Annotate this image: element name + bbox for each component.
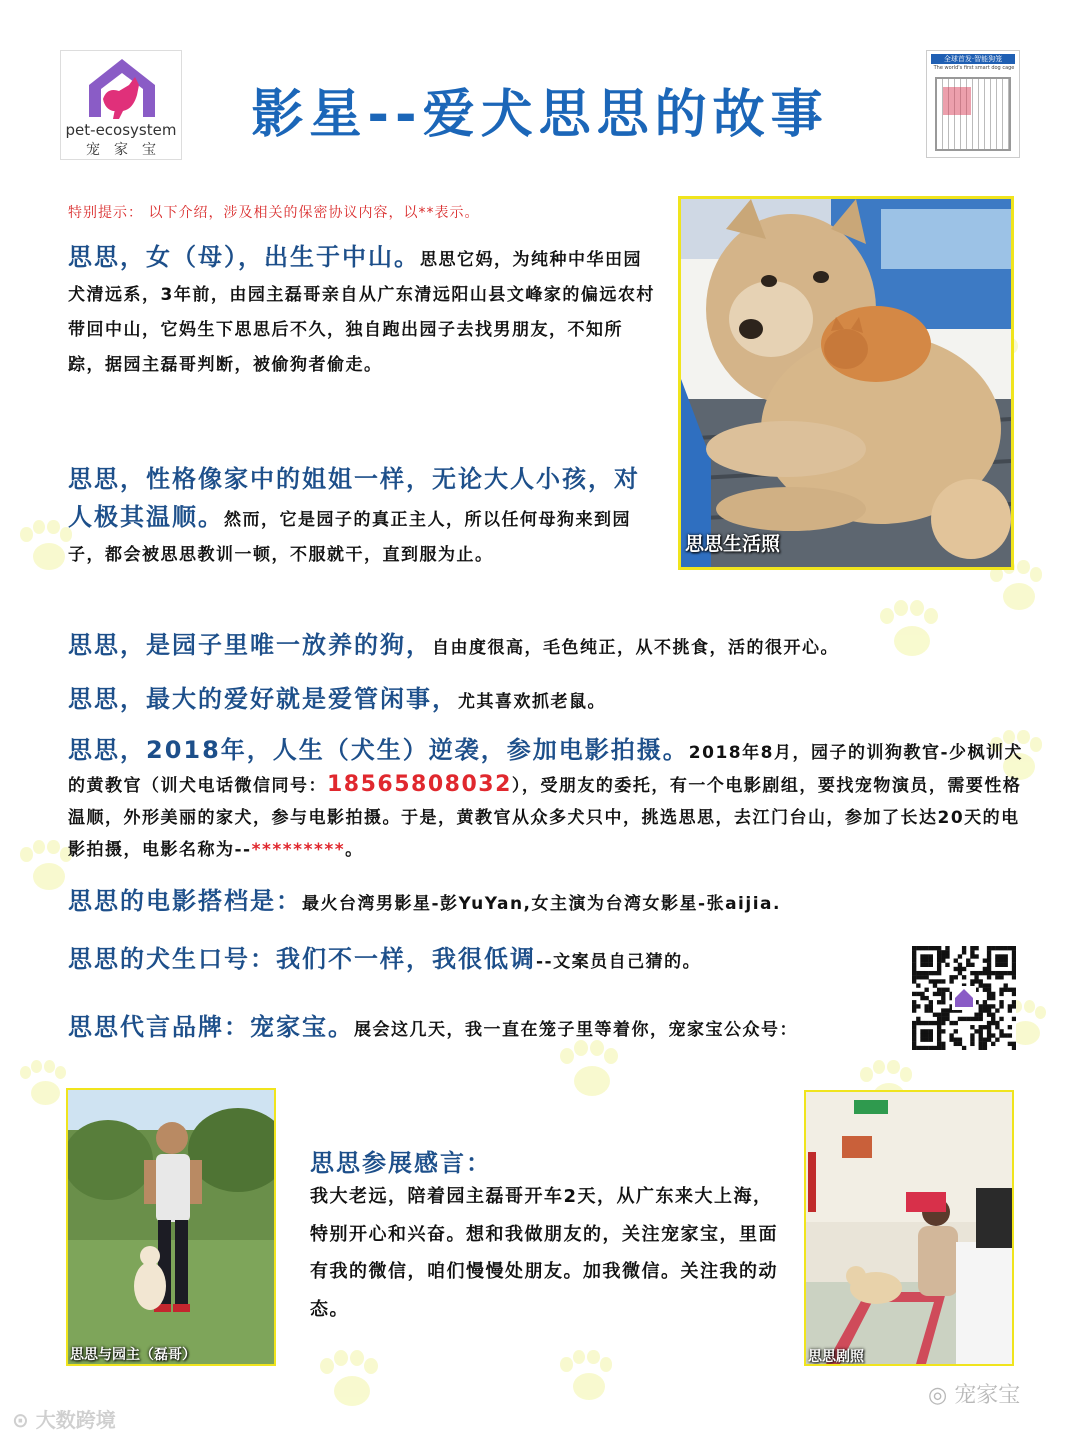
paragraph-lead: 思思，性格像家中的姐姐一样，无论大人小孩，对人极其温顺。 [68,465,640,531]
cage-ad-subtitle: The world's first smart dog cage [933,65,1015,71]
paragraph-body: 尤其喜欢抓老鼠。 [458,692,606,712]
paragraph-lead: 思思的犬生口号：我们不一样，我很低调 [68,945,536,973]
paragraph-lead: 思思，最大的爱好就是爱管闲事， [68,685,458,713]
paragraph-lead: 思思，2018年，人生（犬生）逆袭，参加电影拍摄。 [68,736,689,764]
paragraph-lead: 思思代言品牌：宠家宝。 [68,1013,354,1041]
photo-caption: 思思生活照 [685,533,781,555]
paragraph-body: 自由度很高，毛色纯正，从不挑食，活的很开心。 [432,638,839,658]
page-title: 影星--爱犬思思的故事 [251,85,829,145]
sisi-film-still-photo [804,1090,1014,1366]
pet-ecosystem-logo [60,50,182,160]
sisi-with-owner-photo [66,1088,276,1366]
watermark-left-text: 大数跨境 [35,1408,116,1432]
paragraph-hobby [68,682,1028,720]
paragraph-birth [68,240,658,383]
paragraph-body: 然而，它是园子的真正主人，所以任何母狗来到园子，都会被思思教训一顿，不服就干，直到服为止。 [68,510,631,565]
paragraph-film [68,734,1026,866]
watermark-right [928,1378,1020,1409]
photo-caption: 思思剧照 [808,1349,864,1365]
cage-ad-tagline: 全球首发·智能狗笼 [931,54,1015,64]
smart-dog-cage-ad [926,50,1020,158]
paragraph-body-continued: ），受朋友的委托，有一个电影剧组，要找宠物演员，需要性格温顺，外形美丽的家犬，参与电影拍摄。于是，黄教官从众多犬只中，挑选思思，去江门台山，参加了长达20天的电影拍摄，电影名称为-- [68,776,1022,860]
man-with-dog-image [68,1090,274,1364]
paragraph-body: 展会这几天，我一直在笼子里等着你，宠家宝公众号： [354,1020,798,1040]
dog-cage-image [935,77,1011,151]
confidentiality-notice: 特别提示： 以下介绍，涉及相关的保密协议内容，以**表示。 [68,205,480,221]
film-set-image [806,1092,1012,1364]
wechat-icon: ◎ [928,1383,955,1408]
paragraph-lead: 思思的电影搭档是： [68,887,302,915]
expo-speech-body: 我大老远，陪着园主磊哥开车2天，从广东来大上海，特别开心和兴奋。想和我做朋友的，关注宠家宝，里面有我的微信，咱们慢慢处朋友。加我微信。关注我的动态。 [310,1186,778,1320]
watermark-logo-icon: ⊙ [12,1408,36,1432]
photo-caption: 思思与园主（磊哥） [70,1347,196,1363]
dog-with-kitten-image [681,199,1011,567]
paragraph-free-range [68,628,1028,666]
wechat-qr-code[interactable] [912,946,1016,1050]
paragraph-body: 思思它妈，为纯种中华田园犬清远系，3年前，由园主磊哥亲自从广东清远阳山县文峰家的偏远农村带回中山，它妈生下思思后不久，独自跑出园子去找男朋友，不知所踪，据园主磊哥判断，被偷狗者偷走。 [68,250,655,375]
dog-house-logo-icon [83,55,161,121]
paragraph-body: 2018年8月，园子的训狗教官-少枫训犬的黄教官（训犬电话微信同号： [68,743,1023,796]
logo-english-text: pet-ecosystem [65,121,177,139]
paragraph-personality [68,462,648,573]
qr-code-icon [912,946,1016,1050]
paragraph-slogan [68,942,908,980]
paragraph-lead: 思思，是园子里唯一放养的狗， [68,631,432,659]
watermark-right-text: 宠家宝 [954,1383,1021,1408]
paragraph-body: 最火台湾男影星-彭YuYan,女主演为台湾女影星-张aijia. [302,894,781,914]
paragraph-end: 。 [345,840,364,860]
trainer-phone-number: 18565808032 [327,772,512,797]
watermark-left [12,1404,116,1433]
redacted-film-name: ********* [251,840,346,860]
paragraph-co-stars [68,884,1028,922]
logo-chinese-text: 宠家宝 [86,142,170,158]
expo-speech-title: 思思参展感言： [310,1149,492,1177]
sisi-life-photo [678,196,1014,570]
paragraph-body: --文案员自己猜的。 [536,952,702,972]
paragraph-lead: 思思，女（母），出生于中山。 [68,243,420,271]
paragraph-brand [68,1010,908,1048]
